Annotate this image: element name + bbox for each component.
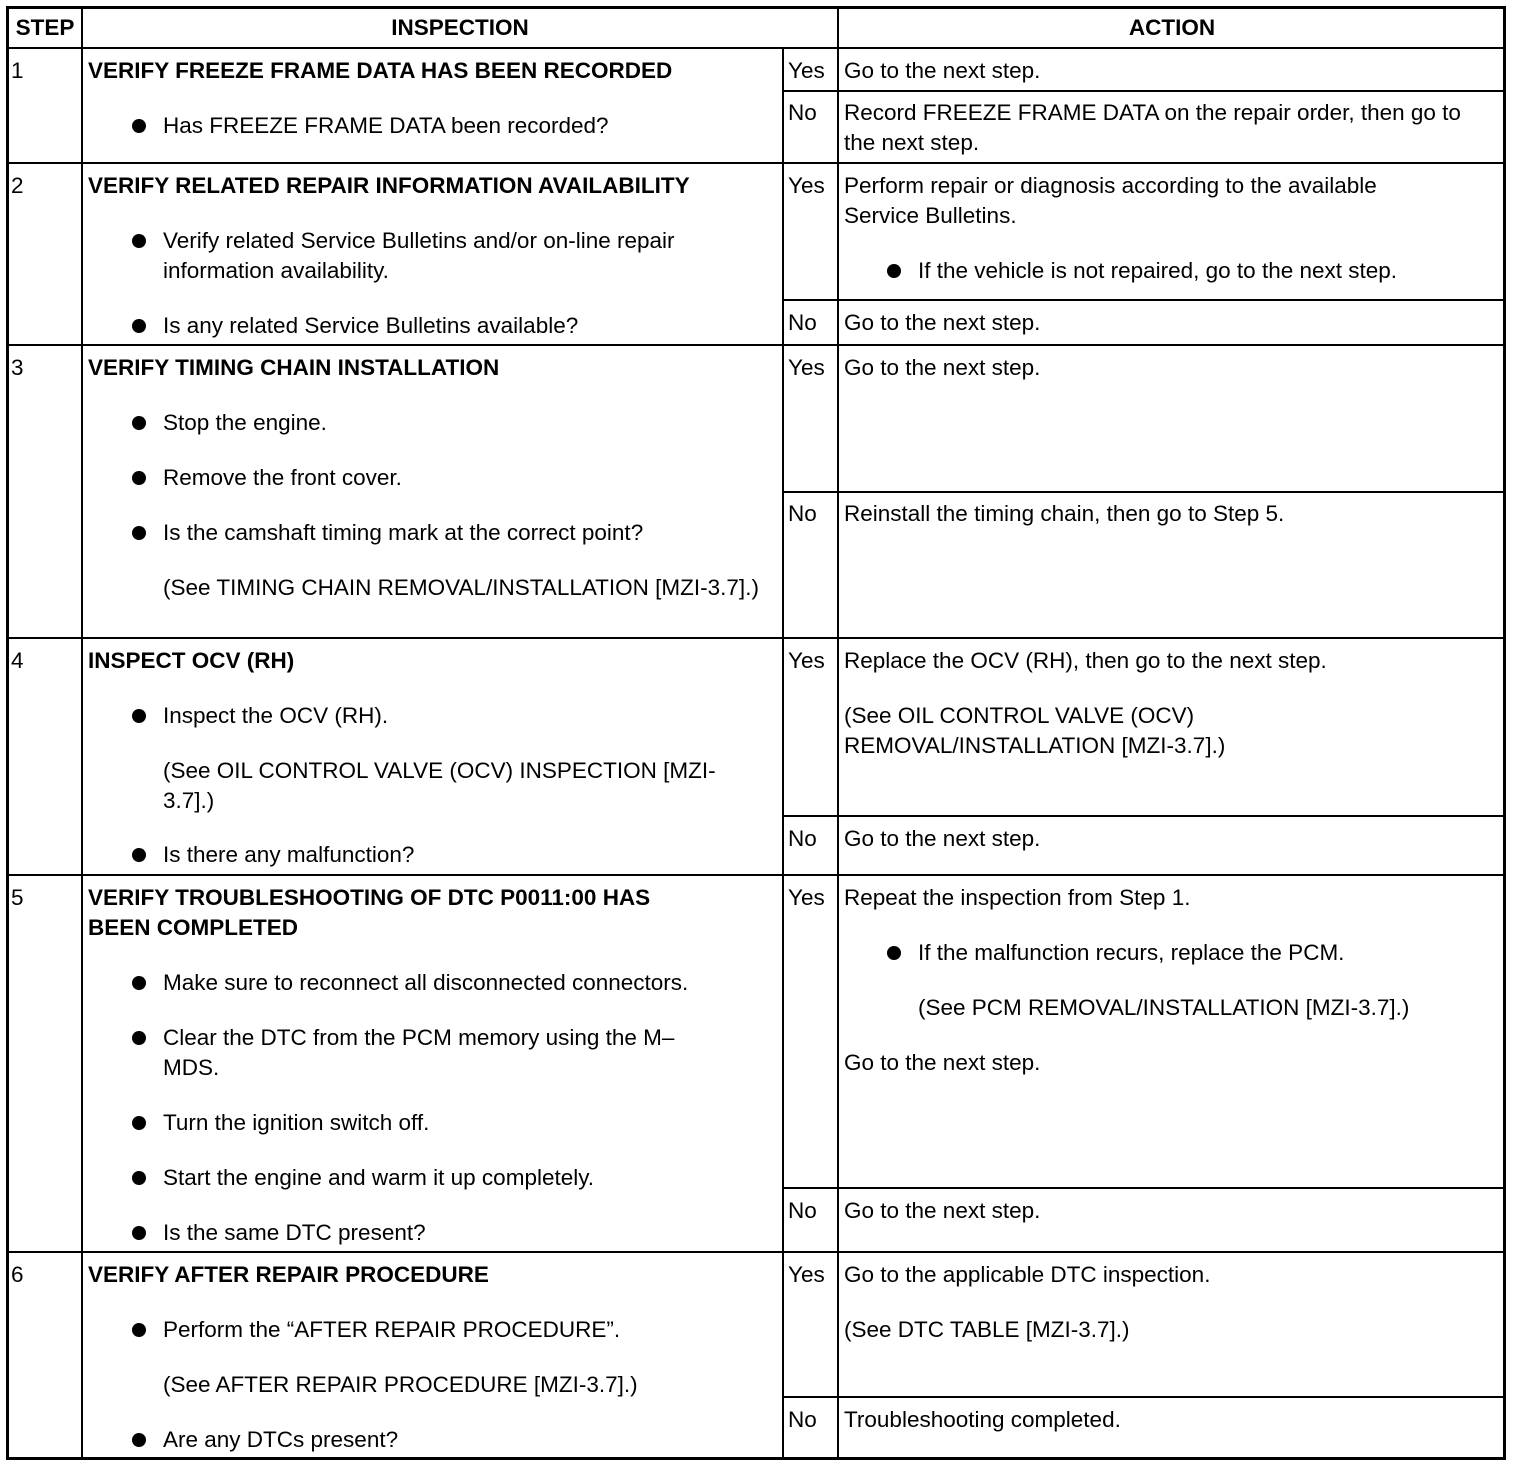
no-action: Go to the next step. bbox=[844, 310, 1041, 335]
step-number: 3 bbox=[11, 355, 24, 380]
yes-reference-note: (See OIL CONTROL VALVE (OCV) REMOVAL/INSTALLATION [MZI-3.7].) bbox=[844, 703, 1226, 758]
no-action: Go to the next step. bbox=[844, 826, 1041, 851]
step-number: 2 bbox=[11, 173, 24, 198]
inspection-item: Has FREEZE FRAME DATA been recorded? bbox=[163, 113, 609, 138]
yes-action-bullet: If the vehicle is not repaired, go to the next step. bbox=[918, 258, 1398, 283]
inspection-item: Clear the DTC from the PCM memory using the M–MDS. bbox=[163, 1025, 675, 1080]
yes-label: Yes bbox=[788, 355, 825, 380]
bullet-icon bbox=[132, 709, 146, 723]
bullet-icon bbox=[132, 119, 146, 133]
step-title: VERIFY AFTER REPAIR PROCEDURE bbox=[88, 1262, 489, 1287]
step-number: 1 bbox=[11, 58, 24, 83]
yes-action: Go to the next step. bbox=[844, 355, 1041, 380]
yes-label: Yes bbox=[788, 885, 825, 910]
column-divider-inspection bbox=[782, 48, 784, 1460]
column-divider-step bbox=[81, 6, 83, 1460]
bullet-icon bbox=[132, 319, 146, 333]
step-number: 4 bbox=[11, 648, 24, 673]
header-divider bbox=[6, 47, 1506, 49]
inspection-item: Perform the “AFTER REPAIR PROCEDURE”. bbox=[163, 1317, 621, 1342]
no-action: Record FREEZE FRAME DATA on the repair order, then go to the next step. bbox=[844, 100, 1461, 155]
no-label: No bbox=[788, 501, 817, 526]
no-label: No bbox=[788, 100, 817, 125]
header-step: STEP bbox=[15, 15, 75, 40]
step-title-line-1: VERIFY TROUBLESHOOTING OF DTC P0011:00 HAS bbox=[88, 885, 651, 910]
inspection-item: Turn the ignition switch off. bbox=[163, 1110, 430, 1135]
inspection-item: Make sure to reconnect all disconnected connectors. bbox=[163, 970, 689, 995]
row-divider-4 bbox=[6, 874, 1506, 876]
no-action: Reinstall the timing chain, then go to Step 5. bbox=[844, 501, 1285, 526]
yes-label: Yes bbox=[788, 173, 825, 198]
row-divider-1 bbox=[6, 162, 1506, 164]
no-label: No bbox=[788, 1407, 817, 1432]
bullet-icon bbox=[132, 526, 146, 540]
yes-action: Go to the applicable DTC inspection. bbox=[844, 1262, 1211, 1287]
yes-no-divider-3 bbox=[782, 491, 1506, 493]
row-divider-2 bbox=[6, 344, 1506, 346]
row-divider-3 bbox=[6, 637, 1506, 639]
step-title: INSPECT OCV (RH) bbox=[88, 648, 295, 673]
yes-no-divider-2 bbox=[782, 299, 1506, 301]
bullet-icon bbox=[132, 234, 146, 248]
yes-action: Go to the next step. bbox=[844, 58, 1041, 83]
bullet-icon bbox=[132, 1323, 146, 1337]
yes-reference-note: (See DTC TABLE [MZI-3.7].) bbox=[844, 1317, 1130, 1342]
yes-no-divider-4 bbox=[782, 815, 1506, 817]
yes-action: Replace the OCV (RH), then go to the next step. bbox=[844, 648, 1327, 673]
reference-note: (See TIMING CHAIN REMOVAL/INSTALLATION [MZI-3.7].) bbox=[163, 575, 759, 600]
bullet-icon bbox=[132, 1226, 146, 1240]
step-title: VERIFY TIMING CHAIN INSTALLATION bbox=[88, 355, 500, 380]
yes-reference-note: (See PCM REMOVAL/INSTALLATION [MZI-3.7].) bbox=[918, 995, 1410, 1020]
step-title-line-2: BEEN COMPLETED bbox=[88, 915, 299, 940]
reference-note: (See OIL CONTROL VALVE (OCV) INSPECTION [MZI-3.7].) bbox=[163, 758, 716, 813]
bullet-icon bbox=[132, 1116, 146, 1130]
bullet-icon bbox=[887, 264, 901, 278]
inspection-item: Stop the engine. bbox=[163, 410, 327, 435]
no-action: Troubleshooting completed. bbox=[844, 1407, 1121, 1432]
inspection-item: Remove the front cover. bbox=[163, 465, 402, 490]
inspection-item: Are any DTCs present? bbox=[163, 1427, 399, 1452]
yes-action: Repeat the inspection from Step 1. bbox=[844, 885, 1191, 910]
step-title: VERIFY RELATED REPAIR INFORMATION AVAILABILITY bbox=[88, 173, 690, 198]
yes-no-divider-6 bbox=[782, 1396, 1506, 1398]
bullet-icon bbox=[132, 416, 146, 430]
no-action: Go to the next step. bbox=[844, 1198, 1041, 1223]
step-number: 6 bbox=[11, 1262, 24, 1287]
header-inspection: INSPECTION bbox=[391, 15, 529, 40]
bullet-icon bbox=[887, 946, 901, 960]
yes-action: Perform repair or diagnosis according to the available Service Bulletins. bbox=[844, 173, 1377, 228]
yes-label: Yes bbox=[788, 1262, 825, 1287]
yes-action-bullet: If the malfunction recurs, replace the PCM. bbox=[918, 940, 1345, 965]
row-divider-5 bbox=[6, 1251, 1506, 1253]
reference-note: (See AFTER REPAIR PROCEDURE [MZI-3.7].) bbox=[163, 1372, 638, 1397]
bullet-icon bbox=[132, 1433, 146, 1447]
step-title: VERIFY FREEZE FRAME DATA HAS BEEN RECORDED bbox=[88, 58, 673, 83]
inspection-item: Inspect the OCV (RH). bbox=[163, 703, 389, 728]
no-label: No bbox=[788, 310, 817, 335]
inspection-item: Start the engine and warm it up completely. bbox=[163, 1165, 595, 1190]
bullet-icon bbox=[132, 976, 146, 990]
yes-label: Yes bbox=[788, 648, 825, 673]
bullet-icon bbox=[132, 848, 146, 862]
inspection-item: Is the same DTC present? bbox=[163, 1220, 426, 1245]
no-label: No bbox=[788, 826, 817, 851]
yes-no-divider-1 bbox=[782, 90, 1506, 92]
yes-no-divider-5 bbox=[782, 1187, 1506, 1189]
column-divider-action bbox=[837, 6, 839, 1460]
inspection-item: Is the camshaft timing mark at the correct point? bbox=[163, 520, 644, 545]
inspection-item: Verify related Service Bulletins and/or on-line repair information availability. bbox=[163, 228, 675, 283]
no-label: No bbox=[788, 1198, 817, 1223]
bullet-icon bbox=[132, 471, 146, 485]
step-number: 5 bbox=[11, 885, 24, 910]
bullet-icon bbox=[132, 1171, 146, 1185]
yes-action-followup: Go to the next step. bbox=[844, 1050, 1041, 1075]
yes-label: Yes bbox=[788, 58, 825, 83]
bullet-icon bbox=[132, 1031, 146, 1045]
inspection-item: Is there any malfunction? bbox=[163, 842, 415, 867]
header-action: ACTION bbox=[1128, 15, 1216, 40]
inspection-item: Is any related Service Bulletins available? bbox=[163, 313, 579, 338]
